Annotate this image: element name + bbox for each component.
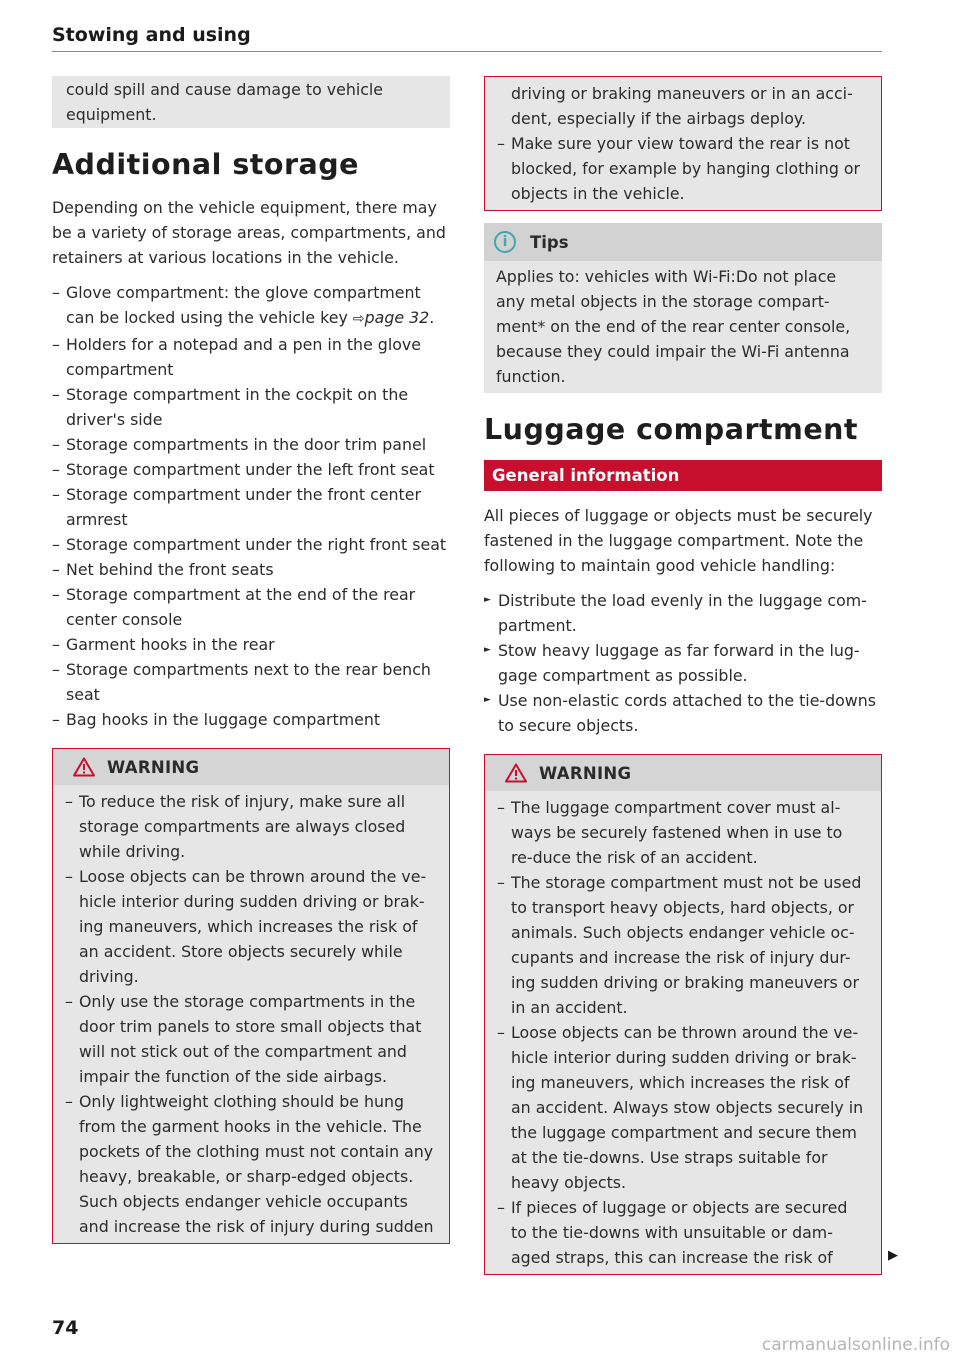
header-rule (52, 51, 882, 52)
instruction-steps (484, 588, 882, 738)
list-item: – Storage compartment in the cockpit on the driver's side (52, 382, 450, 432)
warning-title: WARNING (107, 757, 200, 777)
warning-continued-text: driving or braking maneuvers or in an acci-dent, especially if the airbags deploy. (511, 84, 853, 128)
warning-header (53, 749, 449, 785)
instruction-step: ► Distribute the load evenly in the luggage com-partment. (484, 588, 882, 638)
instruction-step: ► Stow heavy luggage as far forward in the lug-gage compartment as possible. (484, 638, 882, 688)
section-title-luggage-compartment: Luggage compartment (484, 413, 859, 446)
tips-title: Tips (530, 232, 569, 252)
intro-paragraph: Depending on the vehicle equipment, there may be a variety of storage areas, compartments, and retainers at various locations in the vehicle. (52, 198, 446, 267)
instruction-step: ► Use non-elastic cords attached to the tie-downs to secure objects. (484, 688, 882, 738)
warning-list (65, 789, 435, 1239)
warning-item: – Only lightweight clothing should be hung from the garment hooks in the vehicle. The pockets of the clothing must not contain any heavy, breakable, or sharp-edged objects. Such objects endanger vehicle occupants and increase the risk of injury during sudden (65, 1089, 435, 1239)
page-reference-link[interactable]: page 32 (364, 308, 430, 327)
warning-item: – Only use the storage compartments in the door trim panels to store small objects that will not stick out of the compartment and impair the function of the side airbags. (65, 989, 435, 1089)
warning-item: – The luggage compartment cover must al-ways be securely fastened when in use to re-duce the risk of an accident. (497, 795, 867, 870)
storage-list (52, 280, 450, 732)
warning-item: – Make sure your view toward the rear is not blocked, for example by hanging clothing or objects in the vehicle. (497, 131, 867, 206)
list-item: – Storage compartments next to the rear bench seat (52, 657, 450, 707)
warning-list (497, 795, 867, 1270)
list-item: – Storage compartment under the right front seat (52, 532, 450, 557)
info-icon: i (494, 231, 516, 253)
list-item: – Garment hooks in the rear (52, 632, 450, 657)
list-item: – Glove compartment: the glove compartment can be locked using the vehicle key ⇨page 32. (52, 280, 450, 332)
warning-header (485, 755, 881, 791)
warning-body (53, 785, 449, 1243)
warning-item: – If pieces of luggage or objects are secured to the tie-downs with unsuitable or dam-aged straps, this can increase the risk of (497, 1195, 867, 1270)
continued-warning-box (52, 76, 450, 128)
warning-box (52, 748, 450, 1244)
warning-item: – The storage compartment must not be used to transport heavy objects, hard objects, or animals. Such objects endanger vehicle oc-cupants and increase the risk of injury dur-ing sudden driving or braking maneuvers or in an accident. (497, 870, 867, 1020)
continue-arrow-icon: ▶ (888, 1248, 898, 1263)
page-reference-arrow-icon: ⇨ (352, 311, 365, 327)
watermark: carmanualsonline.info (761, 1335, 950, 1355)
warning-box (484, 754, 882, 1275)
running-header: Stowing and using (52, 24, 251, 46)
list-item: – Storage compartments in the door trim panel (52, 432, 450, 457)
list-item: – Storage compartment under the left front seat (52, 457, 450, 482)
tips-header (484, 223, 882, 261)
warning-continued-box (484, 76, 882, 211)
tips-box (484, 223, 882, 393)
subheading-general-information: General information (484, 460, 882, 491)
warning-continued-list (497, 131, 867, 206)
left-column (52, 76, 450, 1244)
right-column (484, 76, 882, 1275)
tips-text: Applies to: vehicles with Wi-Fi:Do not place any metal objects in the storage compart-ment* on the end of the rear center console, because they could impair the Wi-Fi antenna function. (496, 267, 851, 386)
warning-title: WARNING (539, 763, 632, 783)
list-item: – Bag hooks in the luggage compartment (52, 707, 450, 732)
warning-triangle-icon (505, 763, 527, 783)
list-item: – Net behind the front seats (52, 557, 450, 582)
list-item: – Storage compartment under the front center armrest (52, 482, 450, 532)
warning-body (485, 791, 881, 1274)
warning-item: – To reduce the risk of injury, make sure all storage compartments are always closed while driving. (65, 789, 435, 864)
page-number: 74 (52, 1317, 79, 1339)
section-title-additional-storage: Additional storage (52, 148, 359, 181)
warning-item: – Loose objects can be thrown around the ve-hicle interior during sudden driving or brak-ing maneuvers, which increases the risk of an accident. Always stow objects securely in the luggage compartment and secure them at the tie-downs. Use straps suitable for heavy objects. (497, 1020, 867, 1195)
warning-triangle-icon (73, 757, 95, 777)
continued-text: could spill and cause damage to vehicle equipment. (66, 80, 384, 124)
tips-body (484, 261, 882, 393)
luggage-intro: All pieces of luggage or objects must be securely fastened in the luggage compartment. Note the following to maintain good vehicle handling: (484, 506, 873, 575)
warning-continued-body (485, 77, 881, 210)
list-item: – Storage compartment at the end of the rear center console (52, 582, 450, 632)
warning-item: – Loose objects can be thrown around the ve-hicle interior during sudden driving or brak-ing maneuvers, which increases the risk of an accident. Store objects securely while driving. (65, 864, 435, 989)
list-item: – Holders for a notepad and a pen in the glove compartment (52, 332, 450, 382)
